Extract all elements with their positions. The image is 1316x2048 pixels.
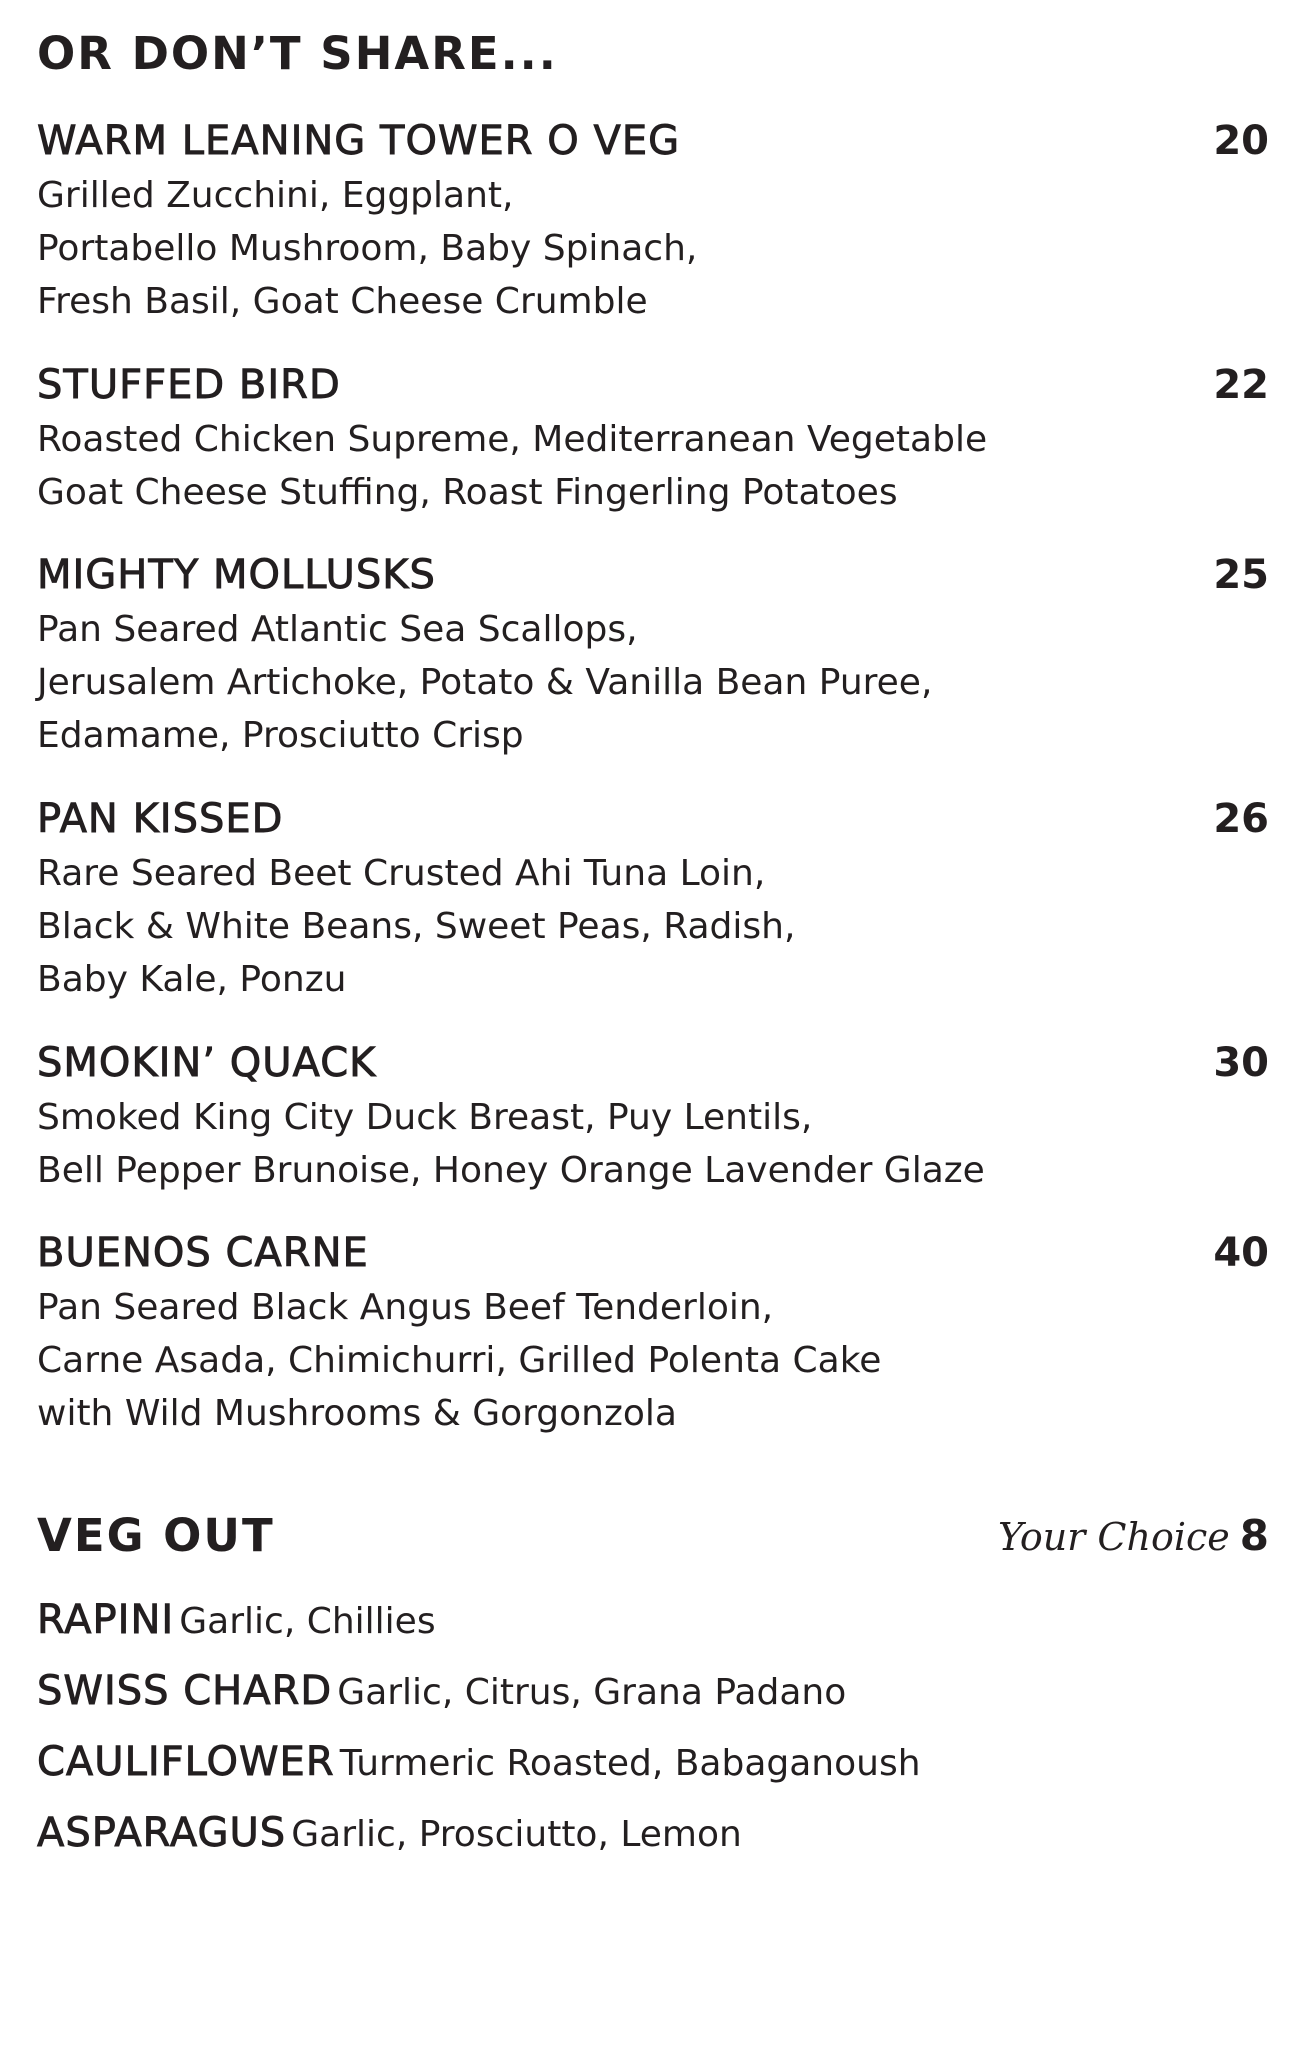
- veg-item-name: ASPARAGUS: [37, 1810, 287, 1856]
- menu-item-description: [37, 603, 1269, 762]
- description-line: Goat Cheese Stuffing, Roast Fingerling Potatoes: [37, 472, 898, 513]
- menu-item-description: [37, 413, 1269, 519]
- menu-item-price: 30: [1213, 1040, 1269, 1086]
- menu-item-name: PAN KISSED: [37, 796, 284, 842]
- veg-item-name: SWISS CHARD: [37, 1668, 333, 1714]
- veg-item-cauliflower: [37, 1734, 921, 1790]
- menu-item-description: [37, 1281, 1269, 1440]
- menu-item-price: 22: [1213, 362, 1269, 408]
- veg-item-asparagus: [37, 1805, 742, 1861]
- menu-item-name: SMOKIN’ QUACK: [37, 1040, 377, 1086]
- section-title-or-dont-share: OR DON’T SHARE...: [37, 27, 558, 80]
- menu-item-price: 26: [1213, 796, 1269, 842]
- description-line: Portabello Mushroom, Baby Spinach,: [37, 228, 698, 269]
- description-line: Grilled Zucchini, Eggplant,: [37, 175, 514, 216]
- description-line: Smoked King City Duck Breast, Puy Lentils,: [37, 1097, 813, 1138]
- menu-item-price: 25: [1213, 552, 1269, 598]
- description-line: Bell Pepper Brunoise, Honey Orange Lavender Glaze: [37, 1150, 985, 1191]
- description-line: Baby Kale, Ponzu: [37, 959, 347, 1000]
- veg-item-description: Garlic, Citrus, Grana Padano: [337, 1672, 847, 1713]
- menu-item-name: STUFFED BIRD: [37, 362, 341, 408]
- veg-item-name: RAPINI: [37, 1597, 175, 1643]
- your-choice-label: Your Choice: [998, 1515, 1230, 1559]
- menu-item-price: 20: [1213, 118, 1269, 164]
- menu-item-name: MIGHTY MOLLUSKS: [37, 552, 436, 598]
- menu-item-description: [37, 847, 1269, 1006]
- menu-item-buenos-carne: [37, 1225, 1269, 1440]
- veg-item-description: Garlic, Chillies: [179, 1601, 436, 1642]
- description-line: Rare Seared Beet Crusted Ahi Tuna Loin,: [37, 853, 766, 894]
- menu-item-pan-kissed: [37, 791, 1269, 1006]
- description-line: Fresh Basil, Goat Cheese Crumble: [37, 281, 648, 322]
- veg-item-swiss-chard: [37, 1663, 846, 1719]
- menu-item-price: 40: [1213, 1230, 1269, 1276]
- description-line: Edamame, Prosciutto Crisp: [37, 715, 524, 756]
- veg-out-price: 8: [1239, 1511, 1269, 1560]
- menu-item-smokin-quack: [37, 1035, 1269, 1197]
- description-line: Jerusalem Artichoke, Potato & Vanilla Bean Puree,: [37, 662, 933, 703]
- menu-item-description: [37, 169, 1269, 328]
- description-line: Roasted Chicken Supreme, Mediterranean Vegetable: [37, 419, 988, 460]
- menu-item-mighty-mollusks: [37, 547, 1269, 762]
- veg-item-rapini: [37, 1592, 436, 1648]
- description-line: Pan Seared Atlantic Sea Scallops,: [37, 609, 638, 650]
- veg-item-description: Garlic, Prosciutto, Lemon: [291, 1814, 742, 1855]
- veg-item-description: Turmeric Roasted, Babaganoush: [339, 1743, 921, 1784]
- description-line: Carne Asada, Chimichurri, Grilled Polenta Cake: [37, 1340, 882, 1381]
- menu-item-warm-leaning-tower: [37, 113, 1269, 328]
- menu-item-name: WARM LEANING TOWER O VEG: [37, 118, 681, 164]
- section-title-veg-out: VEG OUT: [37, 1509, 275, 1562]
- menu-item-stuffed-bird: [37, 357, 1269, 519]
- veg-item-name: CAULIFLOWER: [37, 1739, 335, 1785]
- description-line: Pan Seared Black Angus Beef Tenderloin,: [37, 1287, 774, 1328]
- description-line: Black & White Beans, Sweet Peas, Radish,: [37, 906, 796, 947]
- description-line: with Wild Mushrooms & Gorgonzola: [37, 1393, 677, 1434]
- menu-item-description: [37, 1091, 1269, 1197]
- veg-out-price-note: [998, 1508, 1269, 1564]
- menu-item-name: BUENOS CARNE: [37, 1230, 369, 1276]
